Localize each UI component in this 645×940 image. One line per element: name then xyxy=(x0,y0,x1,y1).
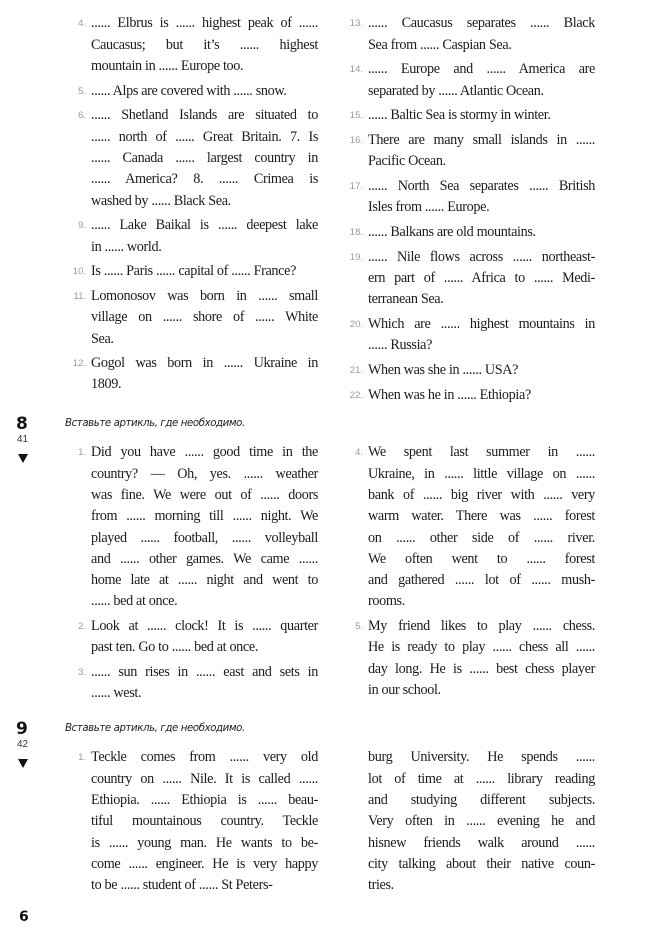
text-line: My friend likes to play ...... chess. xyxy=(368,618,595,635)
exercise-item xyxy=(78,616,318,659)
exercise-item xyxy=(78,81,318,102)
triangle-down-icon xyxy=(18,454,28,463)
text-line: ...... Alps are covered with ...... snow. xyxy=(91,82,287,99)
text-line: Gogol was born in ...... Ukraine in xyxy=(91,355,318,372)
text-line: and gathered ...... lot of ...... mush- xyxy=(368,572,595,589)
item-number: 2. xyxy=(78,621,86,633)
text-line: warm water. There was ...... forest xyxy=(368,508,595,525)
text-line: ...... bed at once. xyxy=(91,593,178,610)
exercise-reference: 41 xyxy=(17,434,29,445)
item-number: 21. xyxy=(349,364,363,376)
item-number: 10. xyxy=(72,266,86,278)
text-line: ...... Canada ...... largest country in xyxy=(91,149,318,166)
column-left xyxy=(78,747,318,899)
text-line: past ten. Go to ...... bed at once. xyxy=(91,639,259,656)
exercise-item xyxy=(72,261,318,282)
exercise-item xyxy=(349,314,595,357)
text-line: ...... America? 8. ...... Crimea is xyxy=(91,171,318,188)
text-line: city talking about their native coun- xyxy=(368,855,595,872)
text-line: ...... sun rises in ...... east and sets in xyxy=(91,664,318,681)
text-line: When was he in ...... Ethiopia? xyxy=(368,386,531,403)
exercise-item xyxy=(349,59,595,102)
exercise-instruction: Вставьте артикль, где необходимо. xyxy=(65,418,245,429)
text-line: Look at ...... clock! It is ...... quarter xyxy=(91,618,318,635)
item-number: 19. xyxy=(349,251,363,263)
text-line: Did you have ...... good time in the xyxy=(91,444,318,461)
text-line: and ...... other games. We came ...... xyxy=(91,550,318,567)
exercise-item xyxy=(349,222,595,243)
exercise-item xyxy=(72,353,318,396)
item-number: 17. xyxy=(349,181,363,193)
text-line: tiful mountainous country. Teckle xyxy=(91,813,318,830)
text-line: ...... Nile flows across ...... northeast- xyxy=(368,248,595,265)
item-number: 3. xyxy=(78,667,86,679)
exercise-item xyxy=(349,105,595,126)
item-number: 9. xyxy=(78,220,86,232)
text-line: come ...... engineer. He is very happy xyxy=(91,855,318,872)
exercise-item xyxy=(355,442,595,612)
item-number: 11. xyxy=(73,290,86,302)
text-line: We often went to ...... forest xyxy=(368,550,595,567)
text-line: terranean Sea. xyxy=(368,291,444,308)
text-line: was fine. We were out of ...... doors xyxy=(91,486,318,503)
text-line: played ...... football, ...... volleyball xyxy=(91,529,318,546)
exercise-item xyxy=(349,385,595,406)
text-line: Sea from ...... Caspian Sea. xyxy=(368,36,512,53)
text-line: village on ...... shore of ...... White xyxy=(91,309,318,326)
exercise-number: 8 xyxy=(16,414,28,434)
text-line: tries. xyxy=(368,877,394,894)
item-number: 22. xyxy=(349,389,363,401)
item-number: 5. xyxy=(355,621,363,633)
text-line: bank of ...... big river with ...... very xyxy=(368,486,595,503)
text-line: separated by ...... Atlantic Ocean. xyxy=(368,82,544,99)
text-line: country on ...... Nile. It is called ...... xyxy=(91,770,318,787)
text-line: 1809. xyxy=(91,376,122,393)
item-number: 13. xyxy=(349,18,363,30)
text-line: Caucasus; but it’s ...... highest xyxy=(91,36,318,53)
text-line: ...... Europe and ...... America are xyxy=(368,61,595,78)
item-number: 16. xyxy=(349,135,363,147)
text-line: We spent last summer in ...... xyxy=(368,444,595,461)
text-line: ...... Caucasus separates ...... Black xyxy=(368,15,595,32)
text-line: ...... Baltic Sea is stormy in winter. xyxy=(368,107,551,124)
text-line: burg University. He spends ...... xyxy=(368,749,595,766)
exercise-item xyxy=(355,616,595,701)
item-number: 4. xyxy=(78,18,86,30)
text-line: country? — Oh, yes. ...... weather xyxy=(91,465,318,482)
text-line: ...... Russia? xyxy=(368,337,433,354)
text-line: ern part of ...... Africa to ...... Medi- xyxy=(368,270,595,286)
text-line: When was she in ...... USA? xyxy=(368,361,519,378)
item-number: 15. xyxy=(349,110,363,122)
exercise-item xyxy=(349,360,595,381)
text-line: Very often in ...... evening he and xyxy=(368,813,595,830)
text-line: in our school. xyxy=(368,682,441,699)
text-line: rooms. xyxy=(368,593,405,610)
text-line: ...... Lake Baikal is ...... deepest lake xyxy=(91,217,318,234)
text-line: in ...... world. xyxy=(91,238,162,255)
text-line: is ...... young man. He wants to be- xyxy=(91,834,318,851)
exercise-item xyxy=(368,747,595,896)
column-left xyxy=(72,13,318,399)
exercise-instruction: Вставьте артикль, где необходимо. xyxy=(65,723,245,734)
text-line: ...... north of ...... Great Britain. 7. Is xyxy=(91,128,318,145)
text-line: Is ...... Paris ...... capital of ...... France? xyxy=(91,263,297,280)
column-left xyxy=(78,442,318,708)
exercise-item xyxy=(78,662,318,705)
text-line: Sea. xyxy=(91,330,114,347)
text-line: Isles from ...... Europe. xyxy=(368,199,490,216)
text-line: ...... North Sea separates ...... British xyxy=(368,178,595,195)
text-line: and studying different subjects. xyxy=(368,791,595,808)
exercise-item xyxy=(78,442,318,612)
exercise-reference: 42 xyxy=(17,739,29,750)
triangle-down-icon xyxy=(18,759,28,768)
text-line: day long. He is ...... best chess player xyxy=(368,660,595,677)
item-number: 18. xyxy=(349,227,363,239)
text-line: Ukraine, in ...... little village on ...... xyxy=(368,465,595,482)
exercise-item xyxy=(349,13,595,56)
text-line: He is ready to play ...... chess all ...... xyxy=(368,639,595,656)
column-right xyxy=(349,13,595,409)
text-line: ...... Elbrus is ...... highest peak of ...... xyxy=(91,15,318,32)
exercise-item xyxy=(349,247,595,311)
exercise-item xyxy=(349,130,595,173)
item-number: 12. xyxy=(72,358,86,370)
text-line: ...... Shetland Islands are situated to xyxy=(91,107,318,124)
text-line: Pacific Ocean. xyxy=(368,153,446,170)
exercise-item xyxy=(73,286,318,350)
item-number: 20. xyxy=(349,318,363,330)
text-line: hisnew friends walk around ...... xyxy=(368,834,595,851)
exercise-number: 9 xyxy=(16,719,28,739)
text-line: There are many small islands in ...... xyxy=(368,132,595,149)
text-line: Lomonosov was born in ...... small xyxy=(91,287,318,304)
item-number: 1. xyxy=(78,752,86,764)
exercise-item xyxy=(78,13,318,77)
text-line: lot of time at ...... library reading xyxy=(368,770,595,787)
text-line: ...... west. xyxy=(91,685,142,702)
column-right xyxy=(355,442,595,704)
exercise-item xyxy=(78,215,318,258)
item-number: 5. xyxy=(78,85,86,97)
text-line: to be ...... student of ...... St Peters- xyxy=(91,877,273,894)
text-line: mountain in ...... Europe too. xyxy=(91,57,244,74)
page-number: 6 xyxy=(19,909,29,925)
text-line: Which are ...... highest mountains in xyxy=(368,315,595,332)
text-line: washed by ...... Black Sea. xyxy=(91,192,231,209)
text-line: Teckle comes from ...... very old xyxy=(91,749,318,766)
text-line: Ethiopia. ...... Ethiopia is ...... beau- xyxy=(91,791,318,808)
text-line: on ...... other side of ...... river. xyxy=(368,529,595,546)
text-line: home late at ...... night and went to xyxy=(91,572,318,589)
item-number: 6. xyxy=(78,110,86,122)
text-line: ...... Balkans are old mountains. xyxy=(368,224,536,241)
exercise-item xyxy=(78,747,318,896)
item-number: 14. xyxy=(349,64,363,76)
exercise-item xyxy=(78,105,318,211)
item-number: 1. xyxy=(78,447,86,459)
text-line: from ...... morning till ...... night. We xyxy=(91,508,318,525)
item-number: 4. xyxy=(355,447,363,459)
exercise-item xyxy=(349,176,595,219)
column-right xyxy=(368,747,595,899)
